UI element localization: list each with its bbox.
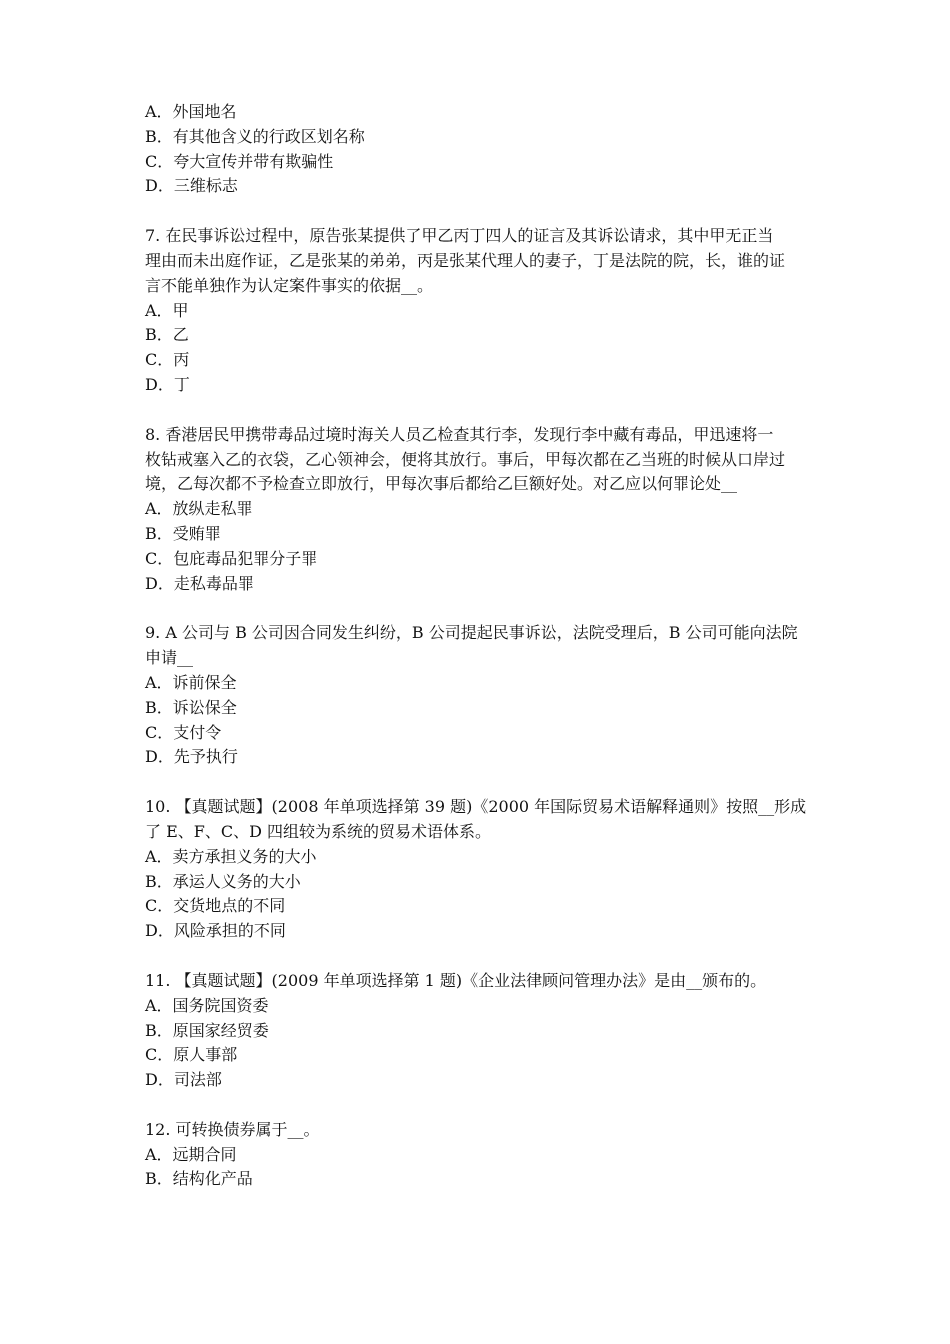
question-stem: 7. 在民事诉讼过程中，原告张某提供了甲乙丙丁四人的证言及其诉讼请求，其中甲无正当 <box>145 226 774 246</box>
option-b: B．乙 <box>145 325 189 345</box>
intro-options <box>145 100 825 199</box>
question-7 <box>145 224 825 398</box>
question-stem: 理由而未出庭作证，乙是张某的弟弟，丙是张某代理人的妻子，丁是法院的院，长，谁的证 <box>145 250 786 270</box>
option-a: A．卖方承担义务的大小 <box>145 846 317 866</box>
option-d: D．司法部 <box>145 1070 222 1090</box>
question-stem: 申请__ <box>145 648 194 668</box>
option-d: D．三维标志 <box>145 176 238 196</box>
option-a: A．国务院国资委 <box>145 995 269 1015</box>
question-8 <box>145 423 825 597</box>
question-stem: 9. A 公司与 B 公司因合同发生纠纷，B 公司提起民事诉讼，法院受理后，B 公司可能向法院 <box>145 623 798 643</box>
option-a: A．外国地名 <box>145 102 237 121</box>
question-stem: 8. 香港居民甲携带毒品过境时海关人员乙检查其行李，发现行李中藏有毒品，甲迅速将一 <box>145 424 774 444</box>
question-stem: 境，乙每次都不予检查立即放行，甲每次事后都给乙巨额好处。对乙应以何罪论处__ <box>145 474 738 494</box>
option-d: D．丁 <box>145 374 190 394</box>
document-page <box>145 100 825 1192</box>
option-c: C．包庇毒品犯罪分子罪 <box>145 548 318 568</box>
option-d: D．走私毒品罪 <box>145 573 254 593</box>
question-stem: 了 E、F、C、D 四组较为系统的贸易术语体系。 <box>145 821 492 841</box>
option-b: B．原国家经贸委 <box>145 1020 269 1040</box>
question-stem: 12. 可转换债券属于__。 <box>145 1119 320 1139</box>
question-11 <box>145 969 825 1093</box>
option-d: D．风险承担的不同 <box>145 921 286 941</box>
option-a: A．放纵走私罪 <box>145 499 253 519</box>
option-b: B．受贿罪 <box>145 523 221 543</box>
option-c: C．支付令 <box>145 722 222 742</box>
option-a: A．诉前保全 <box>145 672 237 692</box>
question-stem: 11. 【真题试题】(2009 年单项选择第 1 题)《企业法律顾问管理办法》是由__颁布的。 <box>145 970 767 990</box>
option-b: B．诉讼保全 <box>145 697 237 717</box>
option-c: C．夸大宣传并带有欺骗性 <box>145 151 334 171</box>
option-a: A．远期合同 <box>145 1144 237 1164</box>
option-c: C．交货地点的不同 <box>145 896 286 916</box>
question-10 <box>145 795 825 944</box>
question-stem: 10. 【真题试题】(2008 年单项选择第 39 题)《2000 年国际贸易术语解释通则》按照__形成 <box>145 797 807 817</box>
option-a: A．甲 <box>145 300 189 320</box>
question-stem: 枚钻戒塞入乙的衣袋，乙心领神会，便将其放行。事后，甲每次都在乙当班的时候从口岸过 <box>145 449 786 469</box>
option-d: D．先予执行 <box>145 747 238 767</box>
question-12 <box>145 1118 825 1192</box>
option-c: C．原人事部 <box>145 1045 238 1065</box>
option-c: C．丙 <box>145 350 190 370</box>
question-9 <box>145 621 825 770</box>
option-b: B．结构化产品 <box>145 1169 253 1189</box>
option-b: B．有其他含义的行政区划名称 <box>145 126 365 146</box>
question-stem: 言不能单独作为认定案件事实的依据__。 <box>145 275 434 295</box>
option-b: B．承运人义务的大小 <box>145 871 301 891</box>
